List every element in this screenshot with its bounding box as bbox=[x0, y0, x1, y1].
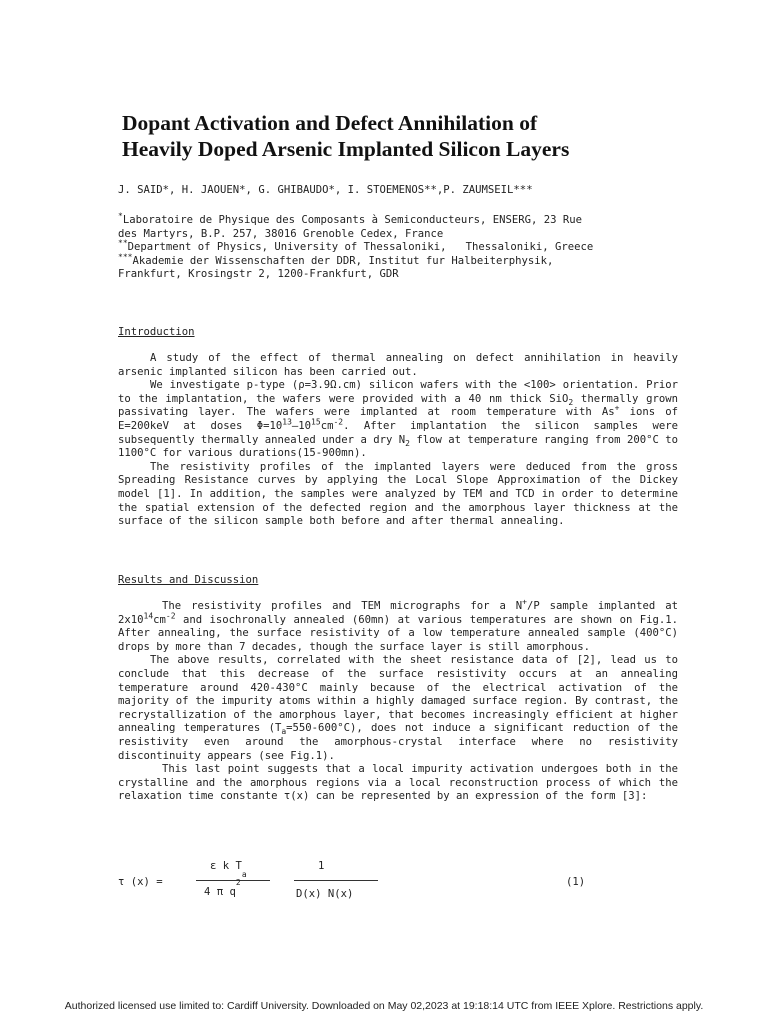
paper-title bbox=[122, 110, 682, 162]
results-paragraph-2: The above results, correlated with the sheet resistance data of [2], lead us to conclude that this decrease of the surface resistivity occurs at an annealing temperature around 420-430°C mainly because of the electrical activation of the majority of the impurity atoms within a highly damaged surface region. By contrast, the recrystallization of the amorphous layer, that becomes increasingly efficient at higher annealing temperatures $(T_a=550-600^\circ C)$, does not induce a significant reduction of the resistivity even around the amorphous-crystal interface where no resistivity discontinuity appears (see Fig.1). bbox=[118, 654, 678, 762]
equation-numerator-2: 1 bbox=[318, 860, 325, 872]
affiliations bbox=[118, 211, 678, 282]
introduction-body bbox=[118, 352, 678, 529]
equation-1 bbox=[118, 860, 598, 920]
ieee-license-footer: Authorized licensed use limited to: Cardiff University. Downloaded on May 02,2023 at 19:18:14 UTC from IEEE Xplore. Restrictions apply. bbox=[64, 1000, 704, 1012]
affiliation-1: *Laboratoire de Physique des Composants à Semiconducteurs, ENSERG, 23 Rue bbox=[118, 211, 583, 226]
results-paragraph-3: This last point suggests that a local impurity activation undergoes both in the crystalline and the amorphous regions via a local reconstruction process of which the relaxation time constante τ(x) can be represented by an expression of the form [3]: bbox=[118, 763, 678, 803]
intro-paragraph-3: The resistivity profiles of the implanted layers were deduced from the gross Spreading Resistance curves by applying the Local Slope Approximation of the Dickey model [1]. In addition, the samples were analyzed by TEM and TCD in order to determine the spatial extension of the defected region and the amorphous layer thickness at the surface of the silicon sample both before and after thermal annealing. bbox=[118, 460, 678, 528]
fraction-bar-1 bbox=[196, 880, 270, 881]
title-line-1: Dopant Activation and Defect Annihilation of bbox=[122, 111, 538, 135]
affiliation-3: ***Akademie der Wissenschaften der DDR, Institut fur Halbeiterphysik, bbox=[118, 252, 554, 267]
equation-denominator-1: 4 π $q^2$ bbox=[204, 878, 241, 898]
affiliation-1-cont: des Martyrs, B.P. 257, 38016 Grenoble Cedex, France bbox=[118, 227, 444, 240]
results-body bbox=[118, 597, 678, 804]
equation-denominator-2: D(x) N(x) bbox=[296, 888, 354, 900]
equation-lhs: τ (x) = bbox=[118, 876, 163, 888]
intro-paragraph-2: We investigate p-type (ρ=3.9Ω.cm) silicon wafers with the <100> orientation. Prior to the implantation, the wafers were provided with a 40 nm thick SiO$_2$ thermally grown passivating layer. The wafers were implanted at room temperature with As+ ions of E=200keV at doses $\Phi=10^{13}-10^{15}cm^{-2}$. After implantation the silicon samples were subsequently thermally annealed under a dry $N_2$ flow at temperature ranging from 200°C to 1100°C for various durations(15-900mn). bbox=[118, 379, 678, 460]
affiliation-3-cont: Frankfurt, Krosingstr 2, 1200-Frankfurt, GDR bbox=[118, 268, 399, 281]
section-heading-results: Results and Discussion bbox=[118, 574, 259, 586]
fraction-bar-2 bbox=[294, 880, 378, 881]
section-heading-introduction: Introduction bbox=[118, 326, 195, 338]
results-paragraph-1: The resistivity profiles and TEM micrographs for a N+/P sample implanted at $2x10^{14}cm^{-2}$ and isochronally annealed (60mn) at various temperatures are shown on Fig.1. After annealing, the surface resistivity of a low temperature annealed sample (400°C) drops by more than 7 decades, though the surface layer is still amorphous. bbox=[118, 597, 678, 653]
intro-paragraph-1: A study of the effect of thermal annealing on defect annihilation in heavily arsenic implanted silicon has been carried out. bbox=[118, 352, 678, 378]
affiliation-2: **Department of Physics, University of Thessaloniki, Thessaloniki, Greece bbox=[118, 238, 594, 254]
title-line-2: Heavily Doped Arsenic Implanted Silicon Layers bbox=[122, 137, 570, 161]
equation-number: (1) bbox=[566, 876, 586, 888]
author-list: J. SAID*, H. JAOUEN*, G. GHIBAUDO*, I. STOEMENOS**,P. ZAUMSEIL*** bbox=[118, 184, 533, 196]
equation-numerator-1: ε k $T_a$ bbox=[210, 860, 247, 880]
